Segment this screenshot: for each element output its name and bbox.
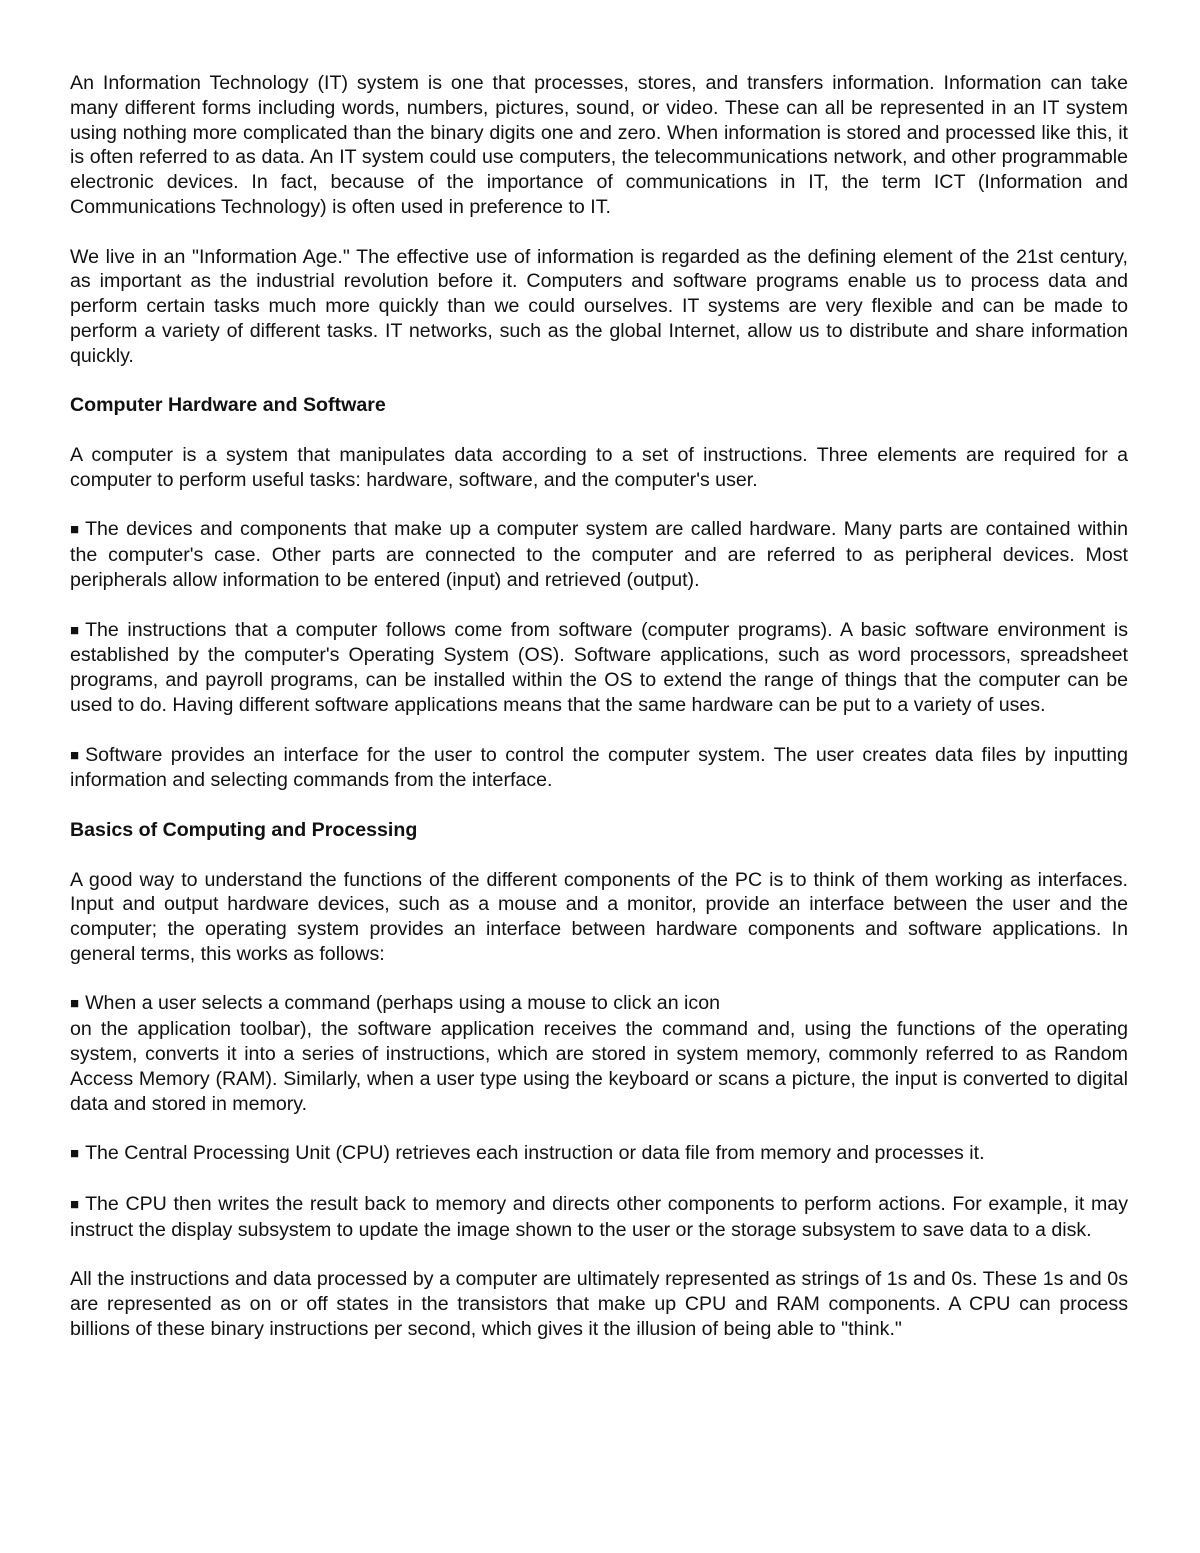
heading-computing-processing: Basics of Computing and Processing	[70, 818, 418, 841]
information-age-paragraph: We live in an "Information Age." The effective use of information is regarded as the defining element of the 21st century, as important as the industrial revolution before it. Computers and software programs enable us to process data and perform certain tasks much more quickly than we could ourselves. IT systems are very flexible and can be made to perform a variety of different tasks. IT networks, such as the global Internet, allow us to distribute and share information quickly.	[70, 245, 1128, 367]
bullet-icon: ■	[70, 621, 80, 639]
heading-hardware-software: Computer Hardware and Software	[70, 394, 386, 417]
bullet-cpu-writes-text: The CPU then writes the result back to memory and directs other components to perform actions. For example, it may instruct the display subsystem to update the image shown to the user or the storage subsystem to save data to a disk.	[70, 1192, 1128, 1241]
bullet-command	[70, 991, 1128, 1116]
bullet-hardware-text: The devices and components that make up a computer system are called hardware. Many parts are contained within the computer's case. Other parts are connected to the computer and are referred to as peripheral devices. Most peripherals allow information to be entered (input) and retrieved (output).	[70, 518, 1128, 591]
bullet-cpu-writes	[70, 1192, 1128, 1243]
bullet-icon: ■	[70, 1195, 80, 1213]
bullet-software-text: The instructions that a computer follows come from software (computer programs). A basic software environment is established by the computer's Operating System (OS). Software applications, such as word processors, spreadsheet programs, and payroll programs, can be installed within the OS to extend the range of things that the computer can be used to do. Having different software applications means that the same hardware can be put to a variety of uses.	[70, 618, 1128, 716]
bullet-icon: ■	[70, 995, 80, 1013]
bullet-icon: ■	[70, 521, 80, 539]
bullet-command-rest-text: on the application toolbar), the software application receives the command and, using the functions of the operating system, converts it into a series of instructions, which are stored in system memory, commonly referred to as Random Access Memory (RAM). Similarly, when a user type using the keyboard or scans a picture, the input is converted to digital data and stored in memory.	[70, 1018, 1128, 1115]
intro-paragraph: An Information Technology (IT) system is one that processes, stores, and transfers information. Information can take many different forms including words, numbers, pictures, sound, or video. These can all be represented in an IT system using nothing more complicated than the binary digits one and zero. When information is stored and processed like this, it is often referred to as data. An IT system could use computers, the telecommunications network, and other programmable electronic devices. In fact, because of the importance of communications in IT, the term ICT (Information and Communications Technology) is often used in preference to IT.	[70, 72, 1128, 218]
interfaces-paragraph: A good way to understand the functions of the different components of the PC is to think of them working as interfaces. Input and output hardware devices, such as a mouse and a monitor, provide an interface between the user and the computer; the operating system provides an interface between hardware components and software applications. In general terms, this works as follows:	[70, 868, 1128, 965]
bullet-command-line1-text: When a user selects a command (perhaps using a mouse to click an icon	[85, 992, 720, 1015]
bullet-software	[70, 618, 1128, 718]
bullet-interface-text: Software provides an interface for the user to control the computer system. The user creates data files by inputting information and selecting commands from the interface.	[70, 743, 1128, 792]
bullet-hardware	[70, 517, 1128, 592]
document-page	[70, 71, 1128, 1342]
bullet-cpu-retrieves	[70, 1141, 1128, 1167]
bullet-command-first-line	[70, 991, 1128, 1017]
bullet-icon: ■	[70, 1145, 80, 1163]
bullet-cpu-retrieves-text: The Central Processing Unit (CPU) retrieves each instruction or data file from memory and processes it.	[85, 1142, 985, 1165]
bullet-icon: ■	[70, 746, 80, 764]
bullet-interface	[70, 743, 1128, 794]
binary-paragraph: All the instructions and data processed by a computer are ultimately represented as strings of 1s and 0s. These 1s and 0s are represented as on or off states in the transistors that make up CPU and RAM components. A CPU can process billions of these binary instructions per second, which gives it the illusion of being able to "think."	[70, 1268, 1128, 1340]
computer-definition-paragraph: A computer is a system that manipulates data according to a set of instructions. Three elements are required for a computer to perform useful tasks: hardware, software, and the computer's user.	[70, 443, 1128, 491]
